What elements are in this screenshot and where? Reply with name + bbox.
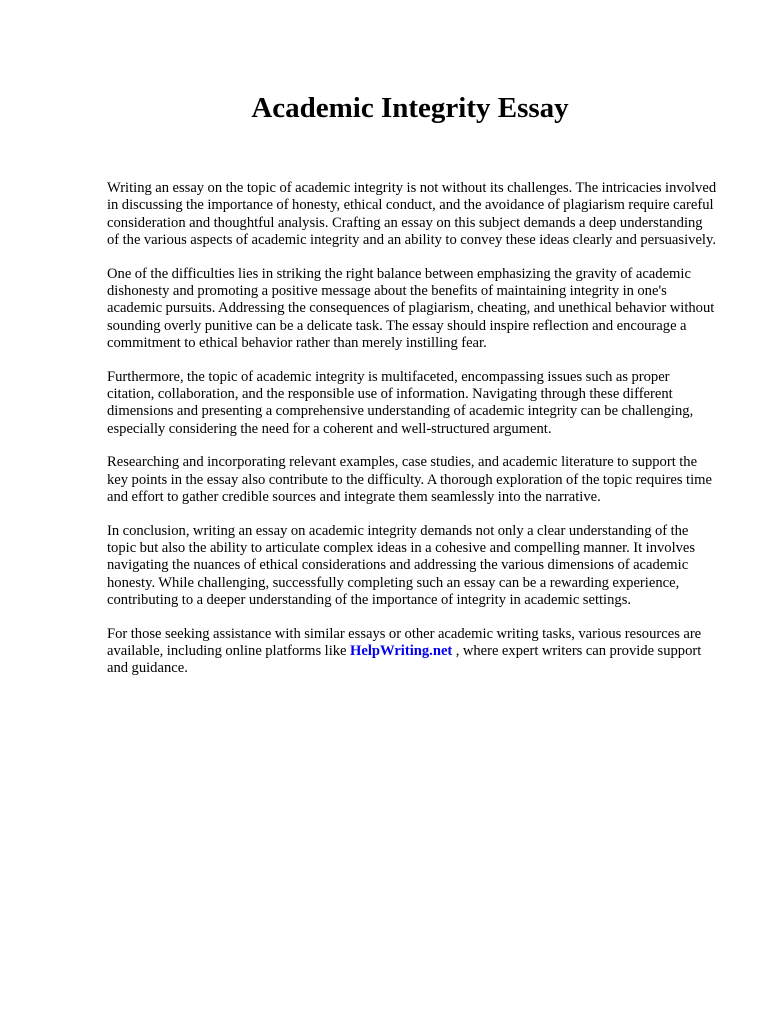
closing-text-before-link: For those seeking assistance with similar essays or other academic writing tasks, various resources are available, including online platforms like bbox=[107, 625, 702, 659]
paragraph-3: Furthermore, the topic of academic integrity is multifaceted, encompassing issues such as proper citation, collaboration, and the responsible use of information. Navigating through these different dimensions and presenting a comprehensive understanding of academic integrity can be challenging, especially considering the need for a coherent and well-structured argument. bbox=[107, 368, 694, 437]
paragraph-2: One of the difficulties lies in striking the right balance between emphasizing the gravity of academic dishonesty and promoting a positive message about the benefits of maintaining integrity in one's academic pursuits. Addressing the consequences of plagiarism, cheating, and unethical behavior without sounding overly punitive can be a delicate task. The essay should inspire reflection and encourage a commitment to ethical behavior rather than merely instilling fear. bbox=[107, 265, 715, 352]
helpwriting-link[interactable]: HelpWriting.net bbox=[349, 642, 453, 659]
paragraph-5: In conclusion, writing an essay on academic integrity demands not only a clear understanding of the topic but also the ability to articulate complex ideas in a cohesive and compelling manner. It involves navigating the nuances of ethical considerations and addressing the various dimensions of academic honesty. While challenging, successfully completing such an essay can be a rewarding experience, contributing to a deeper understanding of the importance of integrity in academic settings. bbox=[107, 522, 696, 609]
essay-body bbox=[107, 180, 717, 694]
paragraph-1: Writing an essay on the topic of academic integrity is not without its challenges. The intricacies involved in discussing the importance of honesty, ethical conduct, and the avoidance of plagiarism require careful consideration and thoughtful analysis. Crafting an essay on this subject demands a deep understanding of the various aspects of academic integrity and an ability to convey these ideas clearly and persuasively. bbox=[107, 180, 717, 249]
paragraph-4: Researching and incorporating relevant examples, case studies, and academic literature to support the key points in the essay also contribute to the difficulty. A thorough exploration of the topic requires time and effort to gather credible sources and integrate them seamlessly into the narrative. bbox=[107, 454, 712, 506]
closing-paragraph bbox=[107, 626, 717, 678]
closing-text-after-link: , where expert writers can provide support and guidance. bbox=[107, 642, 702, 677]
page-title: Academic Integrity Essay bbox=[251, 92, 569, 124]
